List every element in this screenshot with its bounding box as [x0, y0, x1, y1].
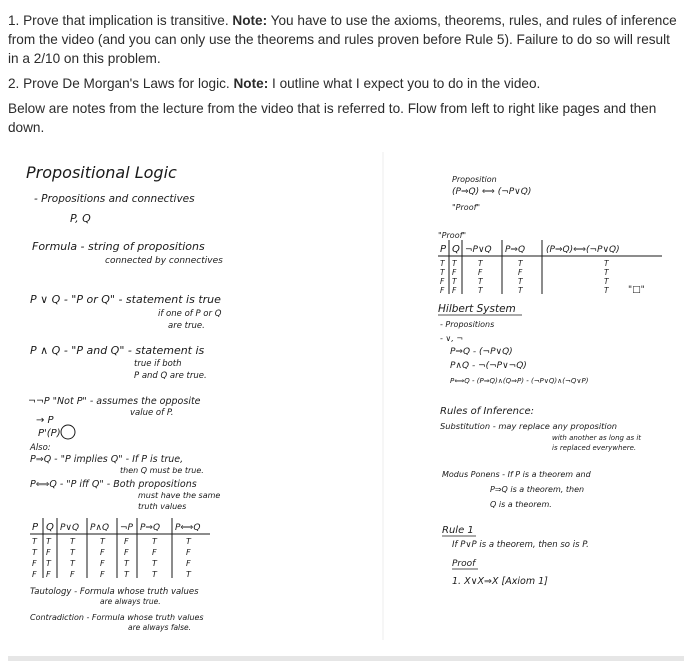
- table-cell: ¬P: [120, 523, 133, 533]
- table-cell: T: [440, 268, 445, 277]
- table-cell: F: [186, 548, 191, 557]
- note-line: value of P.: [130, 408, 174, 418]
- note-line: Proposition: [452, 175, 497, 184]
- intro-paragraph: Below are notes from the lecture from the video that is referred to. Flow from left to right like pages and then down.: [8, 101, 657, 135]
- table-cell: T: [518, 277, 523, 286]
- note-line: P⇒Q - "P implies Q" - If P is true,: [30, 454, 184, 465]
- table-cell: F: [452, 286, 457, 295]
- table-cell: F: [100, 559, 105, 568]
- table-cell: T: [70, 548, 75, 557]
- note-line: true if both: [134, 359, 182, 369]
- note-line: connected by connectives: [105, 256, 223, 266]
- note-line: then Q must be true.: [120, 466, 204, 475]
- note-line: if one of P or Q: [158, 309, 222, 319]
- notes-left-page: [26, 163, 223, 632]
- note-line: are always false.: [128, 623, 192, 632]
- circle-mark: [61, 425, 75, 439]
- note-line: - Propositions: [440, 320, 495, 329]
- table-cell: F: [46, 548, 51, 557]
- note-line: P⇒Q - (¬P∨Q): [450, 347, 513, 357]
- note-line: Rules of Inference:: [440, 406, 535, 417]
- table-cell: T: [440, 259, 445, 268]
- note-line: P ∨ Q - "P or Q" - statement is true: [30, 293, 221, 306]
- question-2-note: I outline what I expect you to do in the video.: [268, 76, 541, 91]
- note-line: is replaced everywhere.: [552, 444, 637, 452]
- lecture-notes-drawing: [10, 146, 684, 646]
- table-cell: T: [32, 537, 37, 546]
- table-cell: T: [478, 277, 483, 286]
- note-line: Hilbert System: [438, 303, 516, 315]
- note-line: Tautology - Formula whose truth values: [30, 587, 199, 597]
- note-line: are always true.: [100, 597, 161, 606]
- table-cell: P∨Q: [60, 523, 80, 533]
- note-line: Rule 1: [442, 525, 474, 536]
- table-cell: T: [124, 570, 129, 579]
- table-cell: T: [100, 537, 105, 546]
- note-line: P⇒Q is a theorem, then: [490, 485, 585, 494]
- table-cell: T: [478, 259, 483, 268]
- note-line: Substitution - may replace any proposition: [440, 421, 618, 431]
- table-cell: T: [452, 259, 457, 268]
- table-cell: Q: [452, 244, 460, 255]
- table-cell: F: [32, 559, 37, 568]
- table-cell: T: [46, 537, 51, 546]
- table-cell: T: [452, 277, 457, 286]
- table-cell: P⇒Q: [140, 523, 161, 533]
- note-line: (P⇒Q) ⟺ (¬P∨Q): [452, 187, 532, 197]
- note-line: must have the same: [138, 491, 221, 500]
- table-cell: T: [186, 537, 191, 546]
- table-cell: ¬P∨Q: [465, 245, 492, 255]
- table-cell: T: [152, 537, 157, 546]
- table-cell: T: [152, 559, 157, 568]
- table-cell: T: [604, 286, 609, 295]
- table-cell: Q: [46, 522, 54, 533]
- table-cell: T: [152, 570, 157, 579]
- note-line: P⟺Q - (P⇒Q)∧(Q⇒P) - (¬P∨Q)∧(¬Q∨P): [450, 377, 589, 385]
- table-cell: T: [604, 277, 609, 286]
- question-2-text: 2. Prove De Morgan's Laws for logic.: [8, 76, 234, 91]
- note-line: with another as long as it: [552, 434, 642, 442]
- question-1-text: 1. Prove that implication is transitive.: [8, 13, 233, 28]
- table-cell: T: [604, 259, 609, 268]
- note-line: P ∧ Q - "P and Q" - statement is: [30, 344, 205, 357]
- table-cell: P⟺Q: [175, 523, 201, 533]
- note-line: P'(P): [38, 428, 61, 439]
- note-line: Q is a theorem.: [490, 500, 552, 509]
- table-cell: P: [440, 244, 447, 255]
- table-cell: T: [32, 548, 37, 557]
- question-2-note-label: Note:: [233, 76, 269, 91]
- note-line: are true.: [168, 321, 205, 331]
- table-cell: T: [70, 537, 75, 546]
- question-1: [8, 11, 684, 68]
- table-cell: F: [440, 277, 445, 286]
- qed-mark: "□": [628, 285, 645, 295]
- table-cell: P∧Q: [90, 523, 110, 533]
- note-line: P, Q: [70, 212, 91, 225]
- note-line: ¬¬P "Not P" - assumes the opposite: [28, 396, 201, 407]
- note-line: → P: [36, 415, 54, 426]
- notes-right-page: [438, 175, 662, 587]
- note-line: "Proof": [438, 231, 467, 240]
- table-cell: F: [100, 548, 105, 557]
- table-cell: F: [186, 559, 191, 568]
- question-2: [8, 74, 684, 93]
- table-cell: F: [70, 570, 75, 579]
- table-cell: T: [478, 286, 483, 295]
- table-cell: F: [452, 268, 457, 277]
- note-line: truth values: [138, 502, 187, 511]
- table-cell: (P⇒Q)⟺(¬P∨Q): [546, 245, 620, 255]
- table-cell: F: [152, 548, 157, 557]
- table-cell: F: [32, 570, 37, 579]
- table-cell: F: [124, 548, 129, 557]
- table-cell: T: [124, 559, 129, 568]
- note-line: 1. X∨X⇒X [Axiom 1]: [452, 576, 548, 587]
- note-line: - Propositions and connectives: [34, 193, 195, 205]
- table-cell: T: [604, 268, 609, 277]
- table-cell: T: [46, 559, 51, 568]
- lecture-notes-image: [10, 146, 684, 646]
- table-cell: F: [440, 286, 445, 295]
- table-cell: F: [124, 537, 129, 546]
- note-line: Modus Ponens - If P is a theorem and: [442, 470, 591, 479]
- table-cell: F: [518, 268, 523, 277]
- note-line: P and Q are true.: [134, 371, 207, 381]
- table-cell: T: [186, 570, 191, 579]
- truth-table-left: [30, 518, 210, 579]
- note-line: - ∨, ¬: [440, 334, 464, 343]
- question-1-note-label: Note:: [232, 13, 268, 28]
- note-line: Also:: [30, 443, 51, 453]
- note-line: Contradiction - Formula whose truth values: [30, 613, 204, 622]
- note-line: Proof: [452, 559, 476, 569]
- note-line: "Proof": [452, 203, 481, 212]
- table-cell: T: [70, 559, 75, 568]
- bottom-divider: [8, 656, 684, 661]
- table-cell: F: [46, 570, 51, 579]
- note-line: P⟺Q - "P iff Q" - Both propositions: [30, 479, 197, 490]
- table-cell: T: [518, 259, 523, 268]
- notes-title: Propositional Logic: [26, 163, 177, 182]
- note-line: P∧Q - ¬(¬P∨¬Q): [450, 361, 527, 371]
- table-cell: P⇒Q: [505, 245, 526, 255]
- table-cell: F: [478, 268, 483, 277]
- note-line: If P∨P is a theorem, then so is P.: [452, 540, 589, 550]
- table-cell: F: [100, 570, 105, 579]
- note-line: Formula - string of propositions: [32, 240, 205, 253]
- table-cell: T: [518, 286, 523, 295]
- table-cell: P: [32, 522, 39, 533]
- question-1-note: You have to use the axioms, theorems, rules, and rules of inference from the video (and you can only use the theorems and rules proven before Rule 5). Failure to do so will result in a 2/10 on this problem.: [8, 13, 677, 66]
